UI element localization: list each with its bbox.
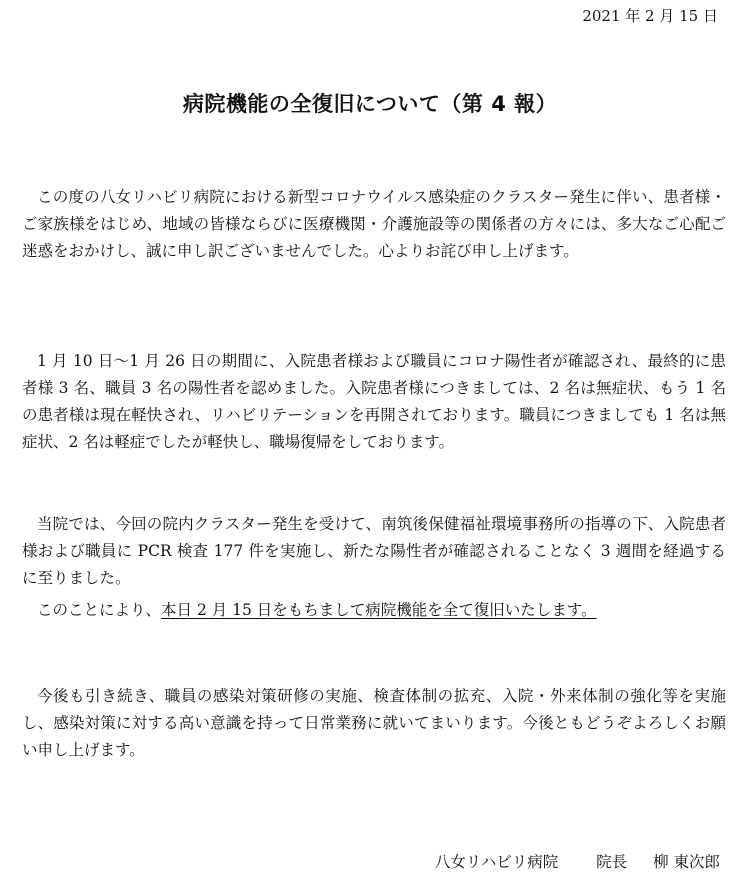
signature-name: 柳 東次郎 [653,853,720,871]
signature-block [435,851,720,873]
document-title: 病院機能の全復旧について（第 4 報） [182,92,558,116]
paragraph-future-measures: 今後も引き続き、職員の感染対策研修の実施、検査体制の拡充、入院・外来体制の強化等を実施し、感染対策に対する高い意識を持って日常業務に就いてまいります。今後ともどうぞよろしくお願い申し上げます。 [22,687,726,759]
paragraph-pcr-testing: 当院では、今回の院内クラスター発生を受けて、南筑後保健福祉環境事務所の指導の下、入院患者様および職員に PCR 検査 177 件を実施し、新たな陽性者が確認されることなく 3 週間を経過するに至りました。 [22,515,726,587]
paragraph-case-summary: 1 月 10 日～1 月 26 日の期間に、入院患者様および職員にコロナ陽性者が確認され、最終的に患者様 3 名、職員 3 名の陽性者を認めました。入院患者様につきましては、2 名は無症状、もう 1 名の患者様は現在軽快され、リハビリテーションを再開されております。職員につきましても 1 名は無症状、2 名は軽症でしたが軽快し、職場復帰をしております。 [22,352,726,451]
signature-hospital: 八女リハビリ病院 [434,853,559,871]
signature-role: 院長 [596,853,628,871]
document-date: 2021 年 2 月 15 日 [582,7,718,25]
paragraph-restoration [22,597,726,624]
restoration-announcement: 本日 2 月 15 日をもちまして病院機能を全て復旧いたします。 [161,601,597,619]
restoration-prefix: このことにより、 [37,601,162,619]
paragraph-apology: この度の八女リハビリ病院における新型コロナウイルス感染症のクラスター発生に伴い、患者様・ご家族様をはじめ、地域の皆様ならびに医療機関・介護施設等の関係者の方々には、多大なご心配ご迷惑をおかけし、誠に申し訳ございませんでした。心よりお詫び申し上げます。 [22,188,726,260]
